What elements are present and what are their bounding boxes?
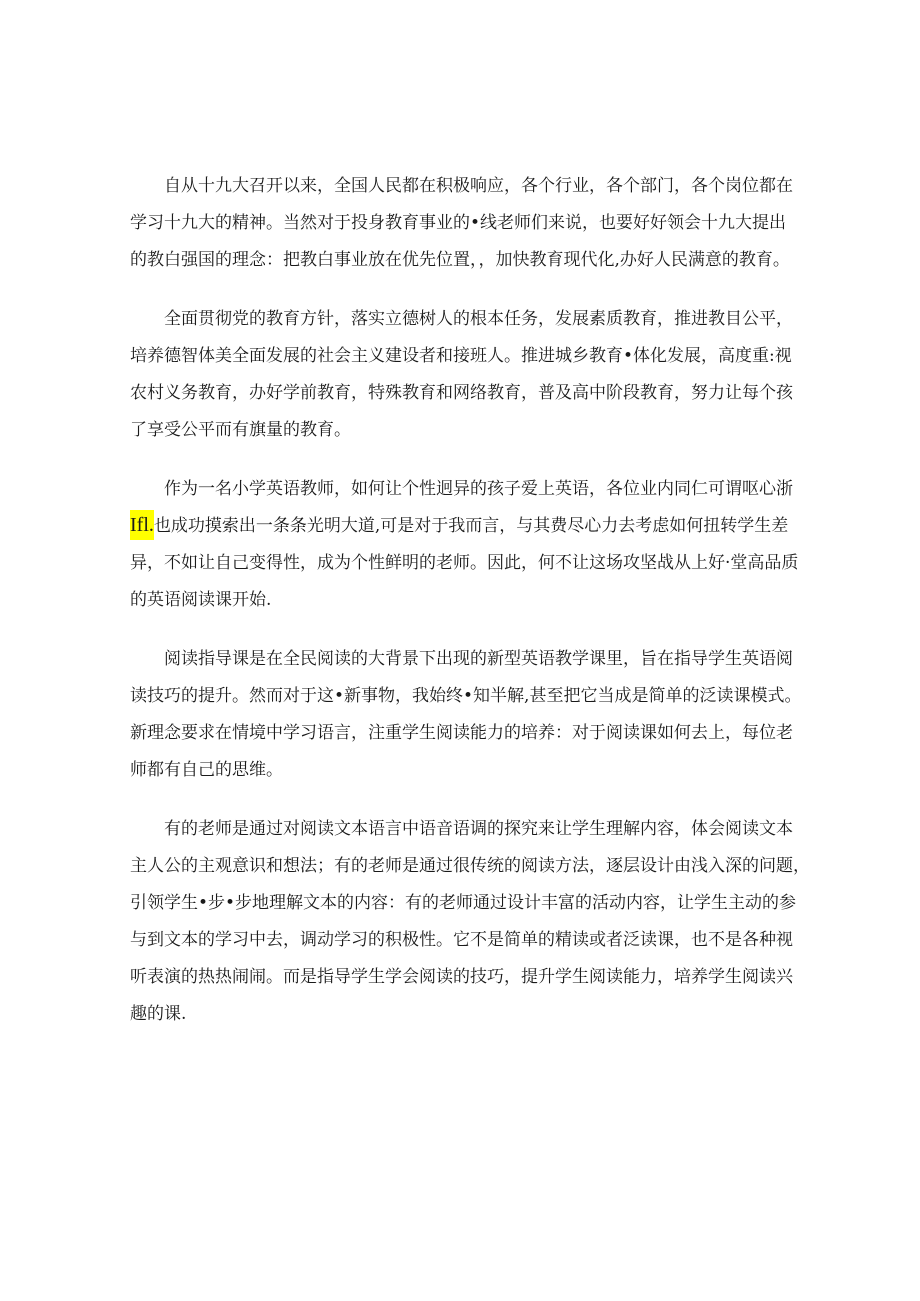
paragraph-5 <box>130 811 810 1033</box>
text-line: 学习十九大的精神。当然对于投身教育事业的•线老师们来说，也要好好领会十九大提出 <box>130 213 787 233</box>
text-line <box>130 508 795 545</box>
text-line: 引领学生•步•步地理解文本的内容：有的老师通过设计丰富的活动内容，让学生主动的参 <box>130 893 797 913</box>
text-line: 培养德智体美全面发展的社会主义建设者和接班人。推进城乡教育•体化发展，高度重:视 <box>130 346 792 366</box>
text-line: 了享受公平而有旗量的教育。 <box>130 420 351 440</box>
text-line: 新理念要求在情境中学习语言，注重学生阅读能力的培养：对于阅读课如何去上，每位老 <box>130 723 793 743</box>
paragraph-2 <box>130 301 795 449</box>
paragraph-4 <box>130 641 802 789</box>
paragraph-3 <box>130 471 799 619</box>
paragraph-1 <box>130 168 795 279</box>
text-line: 与到文本的学习中去，调动学习的积极性。它不是简单的精读或者泛读课，也不是各种视 <box>130 930 793 950</box>
text-line: 的教白强国的理念：把教白事业放在优先位置，，加快教育现代化,办好人民满意的教育。 <box>130 250 790 270</box>
text-line: 听表演的热热闹闹。而是指导学生学会阅读的技巧，提升学生阅读能力，培养学生阅读兴 <box>130 967 793 987</box>
text-line: 异，不如让自己变得性，成为个性鲜明的老师。因此，何不让这场攻坚战从上好·堂高品质 <box>130 553 799 573</box>
text-line: 农村义务教育，办好学前教育，特殊教育和网络教育，普及高中阶段教育，努力让每个孩 <box>130 383 793 403</box>
text-line: 作为一名小学英语教师，如何让个性迥异的孩子爱上英语，各位业内同仁可谓呕心浙 <box>164 479 793 499</box>
text-line: 主人公的主观意识和想法；有的老师是通过很传统的阅读方法，逐层设计由浅入深的问题， <box>130 856 810 876</box>
document-body <box>130 168 810 1055</box>
text-line: 读技巧的提升。然而对于这•新事物，我始终•知半解,甚至把它当成是简单的泛读课模式。 <box>130 686 802 706</box>
text-line: 有的老师是通过对阅读文本语言中语音语调的探究来让学生理解内容，体会阅读文本 <box>164 819 793 839</box>
text-line: 的英语阅读课开始. <box>130 590 272 610</box>
text-line: 师都有自己的思维。 <box>130 760 283 780</box>
highlighted-text: Ifl. <box>130 510 154 540</box>
text-line: 阅读指导课是在全民阅读的大背景下出现的新型英语教学课里，旨在指导学生英语阅 <box>164 649 793 669</box>
text-line: 全面贯彻党的教育方针，落实立德树人的根本任务，发展素质教育，推进教目公平， <box>164 309 793 329</box>
text-line: 趣的课. <box>130 1004 187 1024</box>
text-line: 自从十九大召开以来，全国人民都在积极响应，各个行业，各个部门，各个岗位都在 <box>164 176 793 196</box>
text-segment: 也成功摸索出一条条光明大道,可是对于我而言，与其费尽心力去考虑如何扭转学生差 <box>153 516 789 536</box>
